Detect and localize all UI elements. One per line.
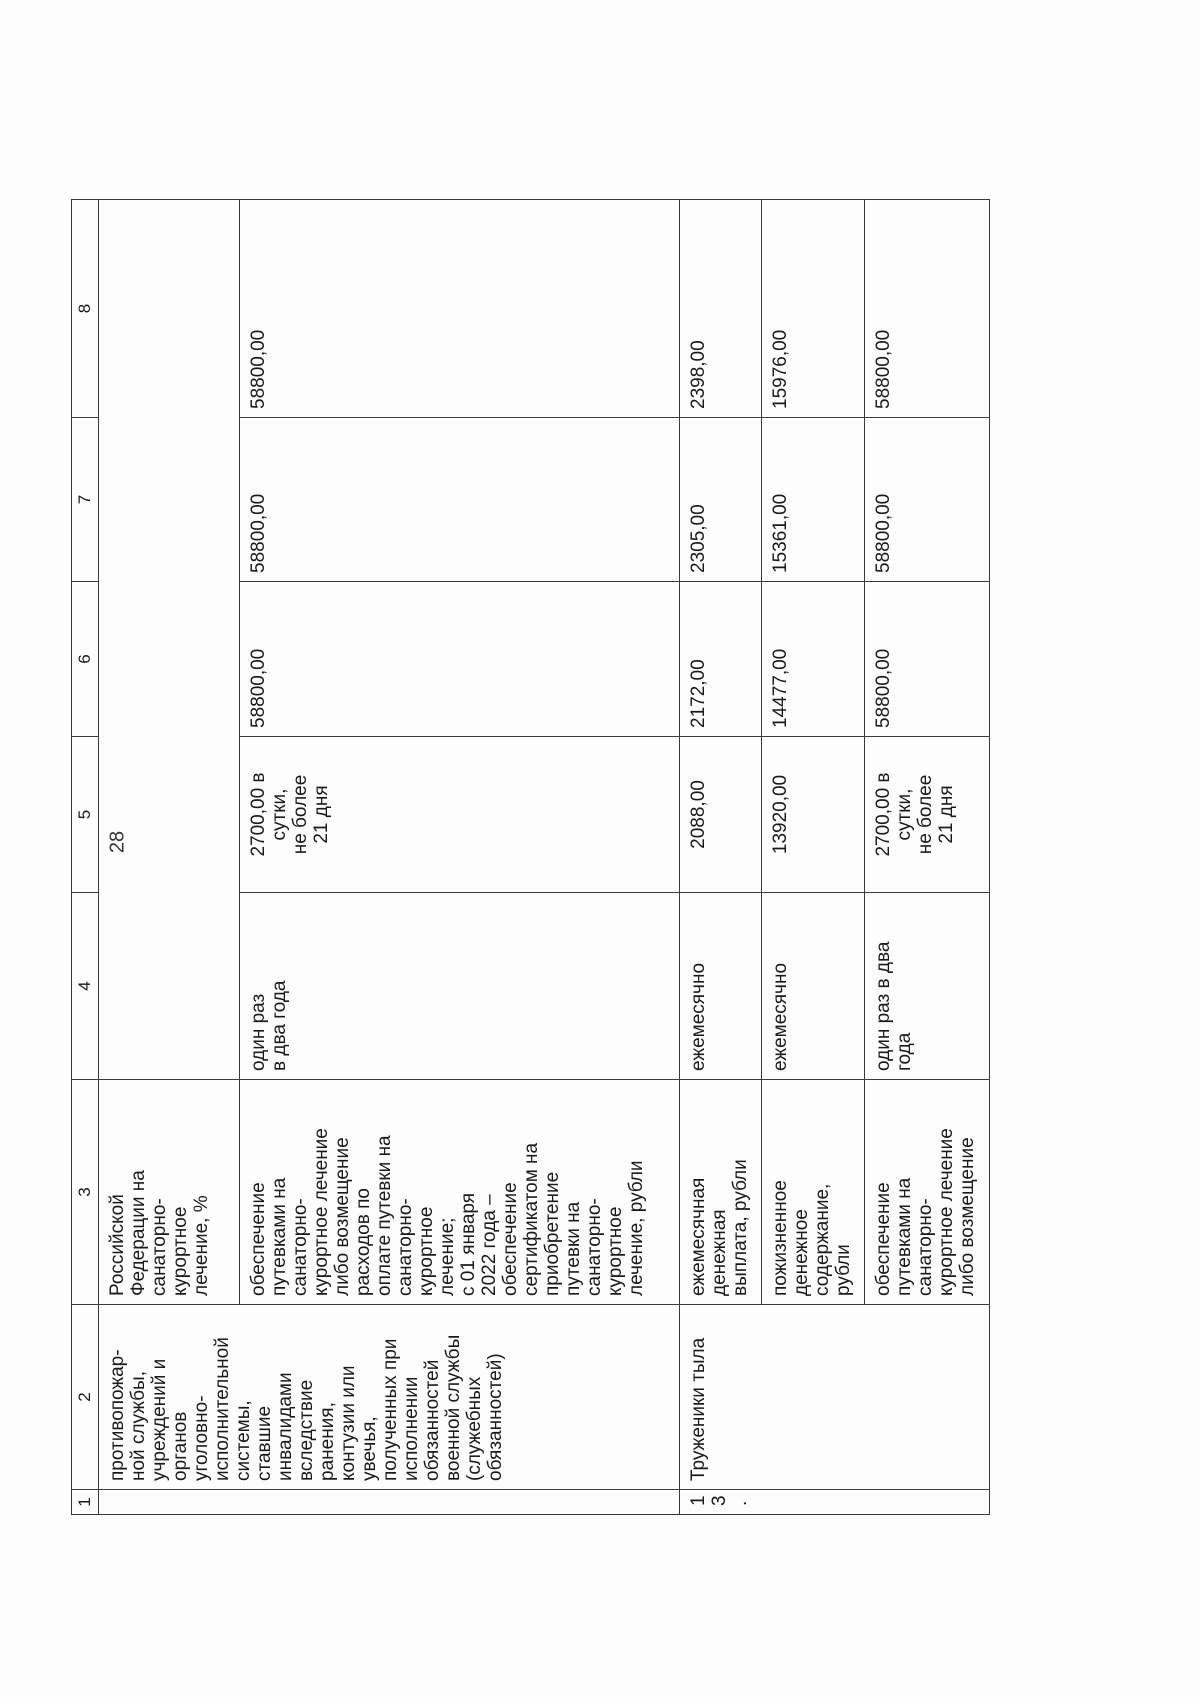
header-col-7: 7 xyxy=(72,418,99,582)
cell-amount-col5: 2700,00 в сутки, не более 21 дня xyxy=(865,737,990,893)
cell-empty-merged xyxy=(98,200,239,1080)
header-row xyxy=(72,200,99,1515)
cell-category: Труженики тыла xyxy=(679,1305,989,1490)
cell-amount-col6: 58800,00 xyxy=(865,582,990,737)
cell-benefit: Российской Федерации на санаторно- курортное лечение, % xyxy=(98,1080,239,1305)
cell-amount-col6: 58800,00 xyxy=(239,582,679,737)
cell-amount-col5: 13920,00 xyxy=(761,737,864,893)
header-col-2: 2 xyxy=(72,1305,99,1490)
page-number: 28 xyxy=(106,830,129,854)
cell-amount-col8: 15976,00 xyxy=(761,200,864,418)
rotated-table-wrapper xyxy=(71,200,990,1515)
cell-amount-col7: 58800,00 xyxy=(239,418,679,582)
header-col-6: 6 xyxy=(72,582,99,737)
cell-amount-col5: 2088,00 xyxy=(679,737,761,893)
table-row xyxy=(679,200,761,1515)
cell-amount-col6: 2172,00 xyxy=(679,582,761,737)
header-col-1: 1 xyxy=(72,1490,99,1515)
header-col-8: 8 xyxy=(72,200,99,418)
cell-benefit: обеспечение путевками на санаторно- курортное лечение либо возмещение xyxy=(865,1080,990,1305)
header-col-3: 3 xyxy=(72,1080,99,1305)
header-col-5: 5 xyxy=(72,737,99,893)
cell-benefit: пожизненное денежное содержание, рубли xyxy=(761,1080,864,1305)
cell-frequency: ежемесячно xyxy=(679,893,761,1080)
benefits-table xyxy=(71,199,990,1515)
cell-number xyxy=(98,1490,679,1515)
cell-amount-col5: 2700,00 в сутки, не более 21 дня xyxy=(239,737,679,893)
cell-amount-col7: 58800,00 xyxy=(865,418,990,582)
cell-amount-col6: 14477,00 xyxy=(761,582,864,737)
cell-frequency: один раз в два года xyxy=(239,893,679,1080)
cell-category: противопожар- ной службы, учреждений и органов уголовно- исполнительной системы, ставшие инвалидами вследствие ранения, контузии или увечья, полученных при исполнении обязанностей военной службы (служебных обязанностей) xyxy=(98,1305,679,1490)
cell-amount-col7: 2305,00 xyxy=(679,418,761,582)
cell-amount-col8: 58800,00 xyxy=(865,200,990,418)
table-row xyxy=(98,200,239,1515)
cell-amount-col8: 2398,00 xyxy=(679,200,761,418)
cell-amount-col7: 15361,00 xyxy=(761,418,864,582)
cell-frequency: один раз в два года xyxy=(865,893,990,1080)
cell-benefit: обеспечение путевками на санаторно- курортное лечение либо возмещение расходов по оплате путевки на санаторно- курортное лечение; с 01 января 2022 года – обеспечение сертификатом на приобретение путевки на санаторно- курортное лечение, рубли xyxy=(239,1080,679,1305)
cell-frequency: ежемесячно xyxy=(761,893,864,1080)
cell-benefit: ежемесячная денежная выплата, рубли xyxy=(679,1080,761,1305)
cell-number: 13. xyxy=(679,1490,989,1515)
cell-amount-col8: 58800,00 xyxy=(239,200,679,418)
header-col-4: 4 xyxy=(72,893,99,1080)
